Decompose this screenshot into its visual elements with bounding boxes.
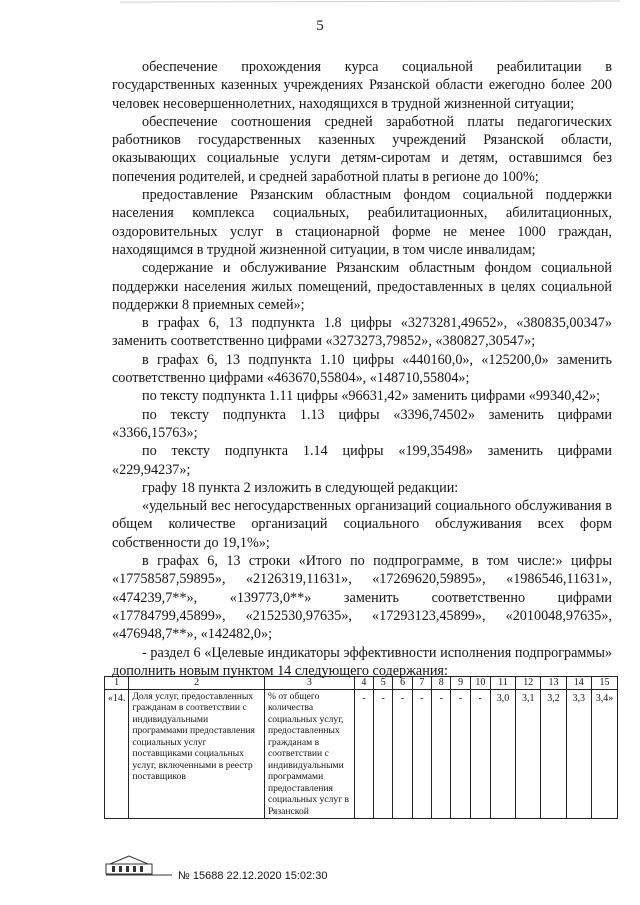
column-header: 7 <box>412 677 431 690</box>
scan-artifact <box>120 0 620 4</box>
paragraph: по тексту подпункта 1.14 цифры «199,35498» заменить цифрами «229,94237»; <box>112 443 612 478</box>
paragraph: графу 18 пункта 2 изложить в следующей редакции: <box>142 479 459 496</box>
table-header-row <box>105 677 618 690</box>
paragraph: в графах 6, 13 строки «Итого по подпрограмме, в том числе:» цифры «17758587,59895», «2126319,11631», «17269620,59895», «1986546,11631», «474239,7**», «139773,0**» заменить соответственно цифрами «17784799,45899», «2152530,97635», «17293123,45899», «2010048,97635», «476948,7**», «142482,0»; <box>112 553 612 643</box>
indicator-value: 3,0 <box>490 689 515 819</box>
indicator-name: Доля услуг, предоставленных гражданам в соответствии с индивидуальными программами предоставления социальных услуг поставщиками социальных услуг, включенными в реестр поставщиков <box>129 689 265 819</box>
indicator-value: 3,4» <box>591 689 617 819</box>
column-header: 3 <box>264 677 354 690</box>
indicator-unit: % от общего количества социальных услуг, предоставленных гражданам в соответствии с индивидуальными программами предоставления социальных услуг в Рязанской <box>264 689 354 819</box>
indicator-value: 3,1 <box>516 689 541 819</box>
registration-datetime: 22.12.2020 15:02:30 <box>226 870 328 882</box>
table-row <box>105 689 618 819</box>
column-header: 10 <box>470 677 490 690</box>
paragraph: содержание и обслуживание Рязанским областным фондом социальной поддержки населения жилых помещений, предоставленных в целях социальной поддержки 8 приемных семей»; <box>112 260 612 313</box>
column-header: 15 <box>591 677 617 690</box>
indicator-value: - <box>374 689 393 819</box>
column-header: 2 <box>129 677 265 690</box>
page-number: 5 <box>316 18 324 34</box>
document-number: № 15688 <box>178 870 224 882</box>
paragraph: в графах 6, 13 подпункта 1.10 цифры «440160,0», «125200,0» заменить соответственно цифрами «463670,55804», «148710,55804»; <box>112 351 612 387</box>
indicator-value: 3,2 <box>541 689 566 819</box>
indicator-value: - <box>451 689 470 819</box>
indicator-value: - <box>432 689 451 819</box>
column-header: 9 <box>451 677 470 690</box>
paragraph: обеспечение прохождения курса социальной реабилитации в государственных казенных учреждениях Рязанской области ежегодно более 200 человек несовершеннолетних, находящихся в трудной жизненной ситуации; <box>112 59 612 112</box>
registration-footer <box>178 870 327 882</box>
column-header: 11 <box>490 677 515 690</box>
column-header: 4 <box>354 677 373 690</box>
indicator-value: - <box>393 689 412 819</box>
paragraph: обеспечение соотношения средней заработной платы педагогических работников государственных казенных учреждений Рязанской области, оказывающих социальные услуги детям-сиротам и детям, оставшимся без попечения родителей, и средней заработной платы в регионе до 100%; <box>112 113 612 185</box>
paragraph: по тексту подпункта 1.13 цифры «3396,74502» заменить цифрами «3366,15763»; <box>112 406 612 441</box>
column-header: 5 <box>374 677 393 690</box>
paragraph: - раздел 6 «Целевые индикаторы эффективности исполнения подпрограммы» дополнить новым пунктом 14 следующего содержания: <box>112 644 612 679</box>
indicators-table <box>104 676 618 819</box>
indicator-value: - <box>412 689 431 819</box>
column-header: 8 <box>432 677 451 690</box>
paragraph: по тексту подпункта 1.11 цифры «96631,42» заменить цифрами «99340,42»; <box>142 388 601 405</box>
indicator-value: 3,3 <box>566 689 591 819</box>
column-header: 13 <box>541 677 566 690</box>
column-header: 12 <box>516 677 541 690</box>
column-header: 1 <box>105 677 129 690</box>
document-body <box>112 58 612 680</box>
column-header: 6 <box>393 677 412 690</box>
paragraph: «удельный вес негосударственных организаций социального обслуживания в общем количестве организаций социального обслуживания всех форм собственности до 19,1%»; <box>112 498 612 551</box>
building-stamp-icon <box>104 854 174 876</box>
indicator-value: - <box>470 689 490 819</box>
paragraph: предоставление Рязанским областным фондом социальной поддержки населения комплекса социальных, реабилитационных, абилитационных, оздоровительных услуг в стационарной форме не менее 1000 граждан, находящимся в трудной жизненной ситуации, в том числе инвалидам; <box>112 187 612 258</box>
paragraph: в графах 6, 13 подпункта 1.8 цифры «3273281,49652», «380835,00347» заменить соответственно цифрами «3273273,79852», «380827,30547»; <box>112 315 612 350</box>
column-header: 14 <box>566 677 591 690</box>
row-number: «14. <box>105 689 129 819</box>
indicator-value: - <box>354 689 373 819</box>
